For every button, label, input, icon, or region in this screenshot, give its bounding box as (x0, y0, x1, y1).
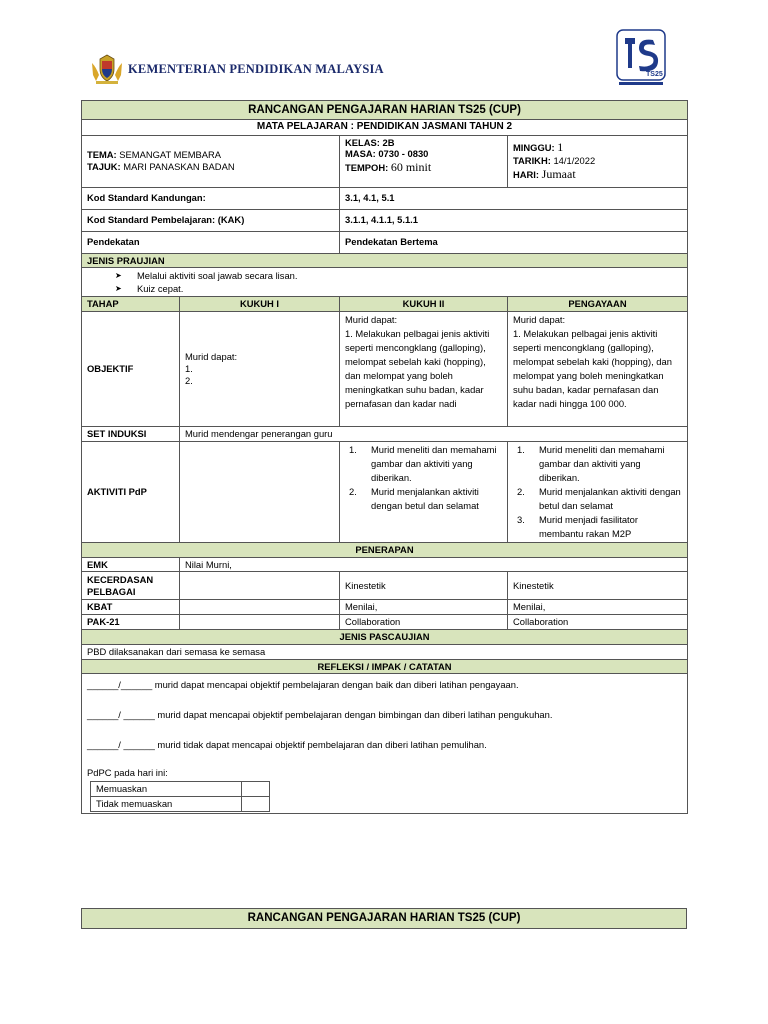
logo-text: TS25 (646, 71, 663, 78)
objektif-k2-body: 1. Melakukan pelbagai jenis aktiviti seperti mencongklang (galloping), melompat sebelah kaki (hopping), dan melompat yang boleh meningkatkan suhu badan, kadar pernafasan dan kadar nadi (345, 328, 490, 409)
ministry-name: KEMENTERIAN PENDIDIKAN MALAYSIA (128, 61, 384, 76)
jenis-pascaujian-header: JENIS PASCAUJIAN (82, 629, 688, 644)
refleksi-header: REFLEKSI / IMPAK / CATATAN (82, 659, 688, 674)
pendekatan-label: Pendekatan (82, 231, 340, 253)
aktiviti-k2-list (345, 443, 502, 513)
penerapan-header: PENERAPAN (82, 542, 688, 557)
masa-value: 0730 - 0830 (378, 148, 429, 160)
ksp-label: Kod Standard Pembelajaran: (KAK) (82, 209, 340, 231)
ksk-value: 3.1, 4.1, 5.1 (340, 187, 688, 209)
list-item: 1. Murid meneliti dan memahami gambar dan aktiviti yang diberikan. (517, 443, 665, 483)
kbat-pengayaan: Menilai, (508, 600, 688, 615)
objektif-kukuh-1 (180, 312, 340, 427)
tempoh-label: TEMPOH: (345, 162, 389, 173)
pak21-kukuh-2: Collaboration (340, 615, 508, 630)
set-induksi-value: Murid mendengar penerangan guru (180, 427, 688, 442)
objektif-k2-intro: Murid dapat: (345, 314, 398, 325)
emk-value: Nilai Murni, (180, 557, 688, 572)
tema-tajuk-cell (82, 135, 340, 187)
kecerdasan-label: KECERDASAN PELBAGAI (82, 572, 180, 600)
refleksi-line: ______/ ______ murid dapat mencapai objektif pembelajaran dengan bimbingan dan diberi latihan pengukuhan. (87, 709, 553, 721)
objektif-label: OBJEKTIF (82, 312, 180, 427)
pak21-pengayaan: Collaboration (508, 615, 688, 630)
pendekatan-value: Pendekatan Bertema (340, 231, 688, 253)
refleksi-cell (82, 674, 688, 814)
pdpc-option-label: Memuaskan (91, 782, 242, 797)
form-title: RANCANGAN PENGAJARAN HARIAN TS25 (CUP) (82, 101, 688, 120)
minggu-value: 1 (557, 140, 564, 155)
aktiviti-label: AKTIVITI PdP (82, 441, 180, 542)
hari-value: Jumaat (541, 166, 576, 181)
tarikh-value: 14/1/2022 (553, 155, 596, 167)
kelas-label: KELAS: (345, 136, 380, 148)
kecerdasan-kukuh-1 (180, 572, 340, 600)
kelas-value: 2B (382, 136, 395, 148)
ksp-value: 3.1.1, 4.1.1, 5.1.1 (340, 209, 688, 231)
pdpc-checkbox-tidak-memuaskan[interactable] (242, 797, 270, 812)
ksk-label: Kod Standard Kandungan: (82, 187, 340, 209)
minggu-tarikh-cell (508, 135, 688, 187)
refleksi-line: ______/______ murid dapat mencapai objektif pembelajaran dengan baik dan diberi latihan pengayaan. (87, 679, 519, 691)
list-item: 1. Murid meneliti dan memahami gambar dan aktiviti yang diberikan. (349, 443, 497, 483)
minggu-label: MINGGU: (513, 142, 555, 154)
lesson-plan-table (81, 100, 688, 814)
tema-label: TEMA: (87, 149, 117, 161)
tema-value: SEMANGAT MEMBARA (119, 149, 222, 161)
emk-label: EMK (82, 557, 180, 572)
praujian-list (87, 269, 682, 295)
ministry-header (90, 52, 390, 86)
hari-label: HARI: (513, 168, 540, 180)
col-header-kukuh-2: KUKUH II (340, 297, 508, 312)
kbat-label: KBAT (82, 600, 180, 615)
tempoh-value: 60 minit (390, 160, 432, 174)
objektif-p-body: 1. Melakukan pelbagai jenis aktiviti seperti mencongklang (galloping), melompat sebelah kaki (hopping), dan melompat yang boleh meningkatkan suhu badan, kadar pernafasan dan kadar nadi hingga 100 000. (513, 328, 672, 409)
kbat-kukuh-2: Menilai, (340, 600, 508, 615)
tajuk-label: TAJUK: (87, 161, 121, 172)
kecerdasan-kukuh-2: Kinestetik (340, 572, 508, 600)
list-item: 2. Murid menjalankan aktiviti dengan betul dan selamat (349, 485, 479, 511)
kelas-masa-cell (340, 135, 508, 187)
list-item: 2. Murid menjalankan aktiviti dengan betul dan selamat (517, 485, 681, 511)
pak21-kukuh-1 (180, 615, 340, 630)
pdpc-label: PdPC pada hari ini: (87, 767, 168, 779)
tajuk-value: MARI PANASKAN BADAN (123, 161, 235, 172)
pdpc-table (90, 781, 270, 812)
praujian-cell (82, 268, 688, 297)
pak21-label: PAK-21 (82, 615, 180, 630)
jenis-praujian-header: JENIS PRAUJIAN (82, 253, 688, 268)
objektif-k1-intro: Murid dapat: (185, 351, 238, 363)
next-page-title-bar (81, 908, 687, 929)
next-page-title: RANCANGAN PENGAJARAN HARIAN TS25 (CUP) (247, 912, 521, 924)
list-item: 3. Murid menjadi fasilitator membantu rakan M2P (517, 513, 638, 539)
kbat-kukuh-1 (180, 600, 340, 615)
aktiviti-kukuh-1 (180, 441, 340, 542)
masa-label: MASA: (345, 148, 376, 160)
subject-line: MATA PELAJARAN : PENDIDIKAN JASMANI TAHUN 2 (82, 120, 688, 136)
objektif-p-intro: Murid dapat: (513, 314, 566, 325)
objektif-kukuh-2 (340, 312, 508, 427)
col-header-tahap: TAHAP (82, 297, 180, 312)
aktiviti-pengayaan (508, 441, 688, 542)
objektif-k1-item: 1. (185, 363, 193, 375)
coat-of-arms-icon (90, 53, 124, 85)
praujian-item: ➤ Kuiz cepat. (115, 282, 682, 295)
objektif-k1-item: 2. (185, 374, 193, 386)
col-header-kukuh-1: KUKUH I (180, 297, 340, 312)
refleksi-line: ______/ ______ murid tidak dapat mencapai objektif pembelajaran dan diberi latihan pemulihan. (87, 739, 487, 751)
pdpc-checkbox-memuaskan[interactable] (242, 782, 270, 797)
col-header-pengayaan: PENGAYAAN (508, 297, 688, 312)
pascaujian-value: PBD dilaksanakan dari semasa ke semasa (82, 644, 688, 659)
kecerdasan-pengayaan: Kinestetik (508, 572, 688, 600)
aktiviti-p-list (513, 443, 682, 541)
set-induksi-label: SET INDUKSI (82, 427, 180, 442)
tarikh-label: TARIKH: (513, 155, 551, 167)
objektif-pengayaan (508, 312, 688, 427)
pdpc-option-label: Tidak memuaskan (91, 797, 242, 812)
praujian-item: ➤ Melalui aktiviti soal jawab secara lisan. (115, 269, 682, 282)
ts25-logo-icon (615, 28, 667, 88)
aktiviti-kukuh-2 (340, 441, 508, 542)
